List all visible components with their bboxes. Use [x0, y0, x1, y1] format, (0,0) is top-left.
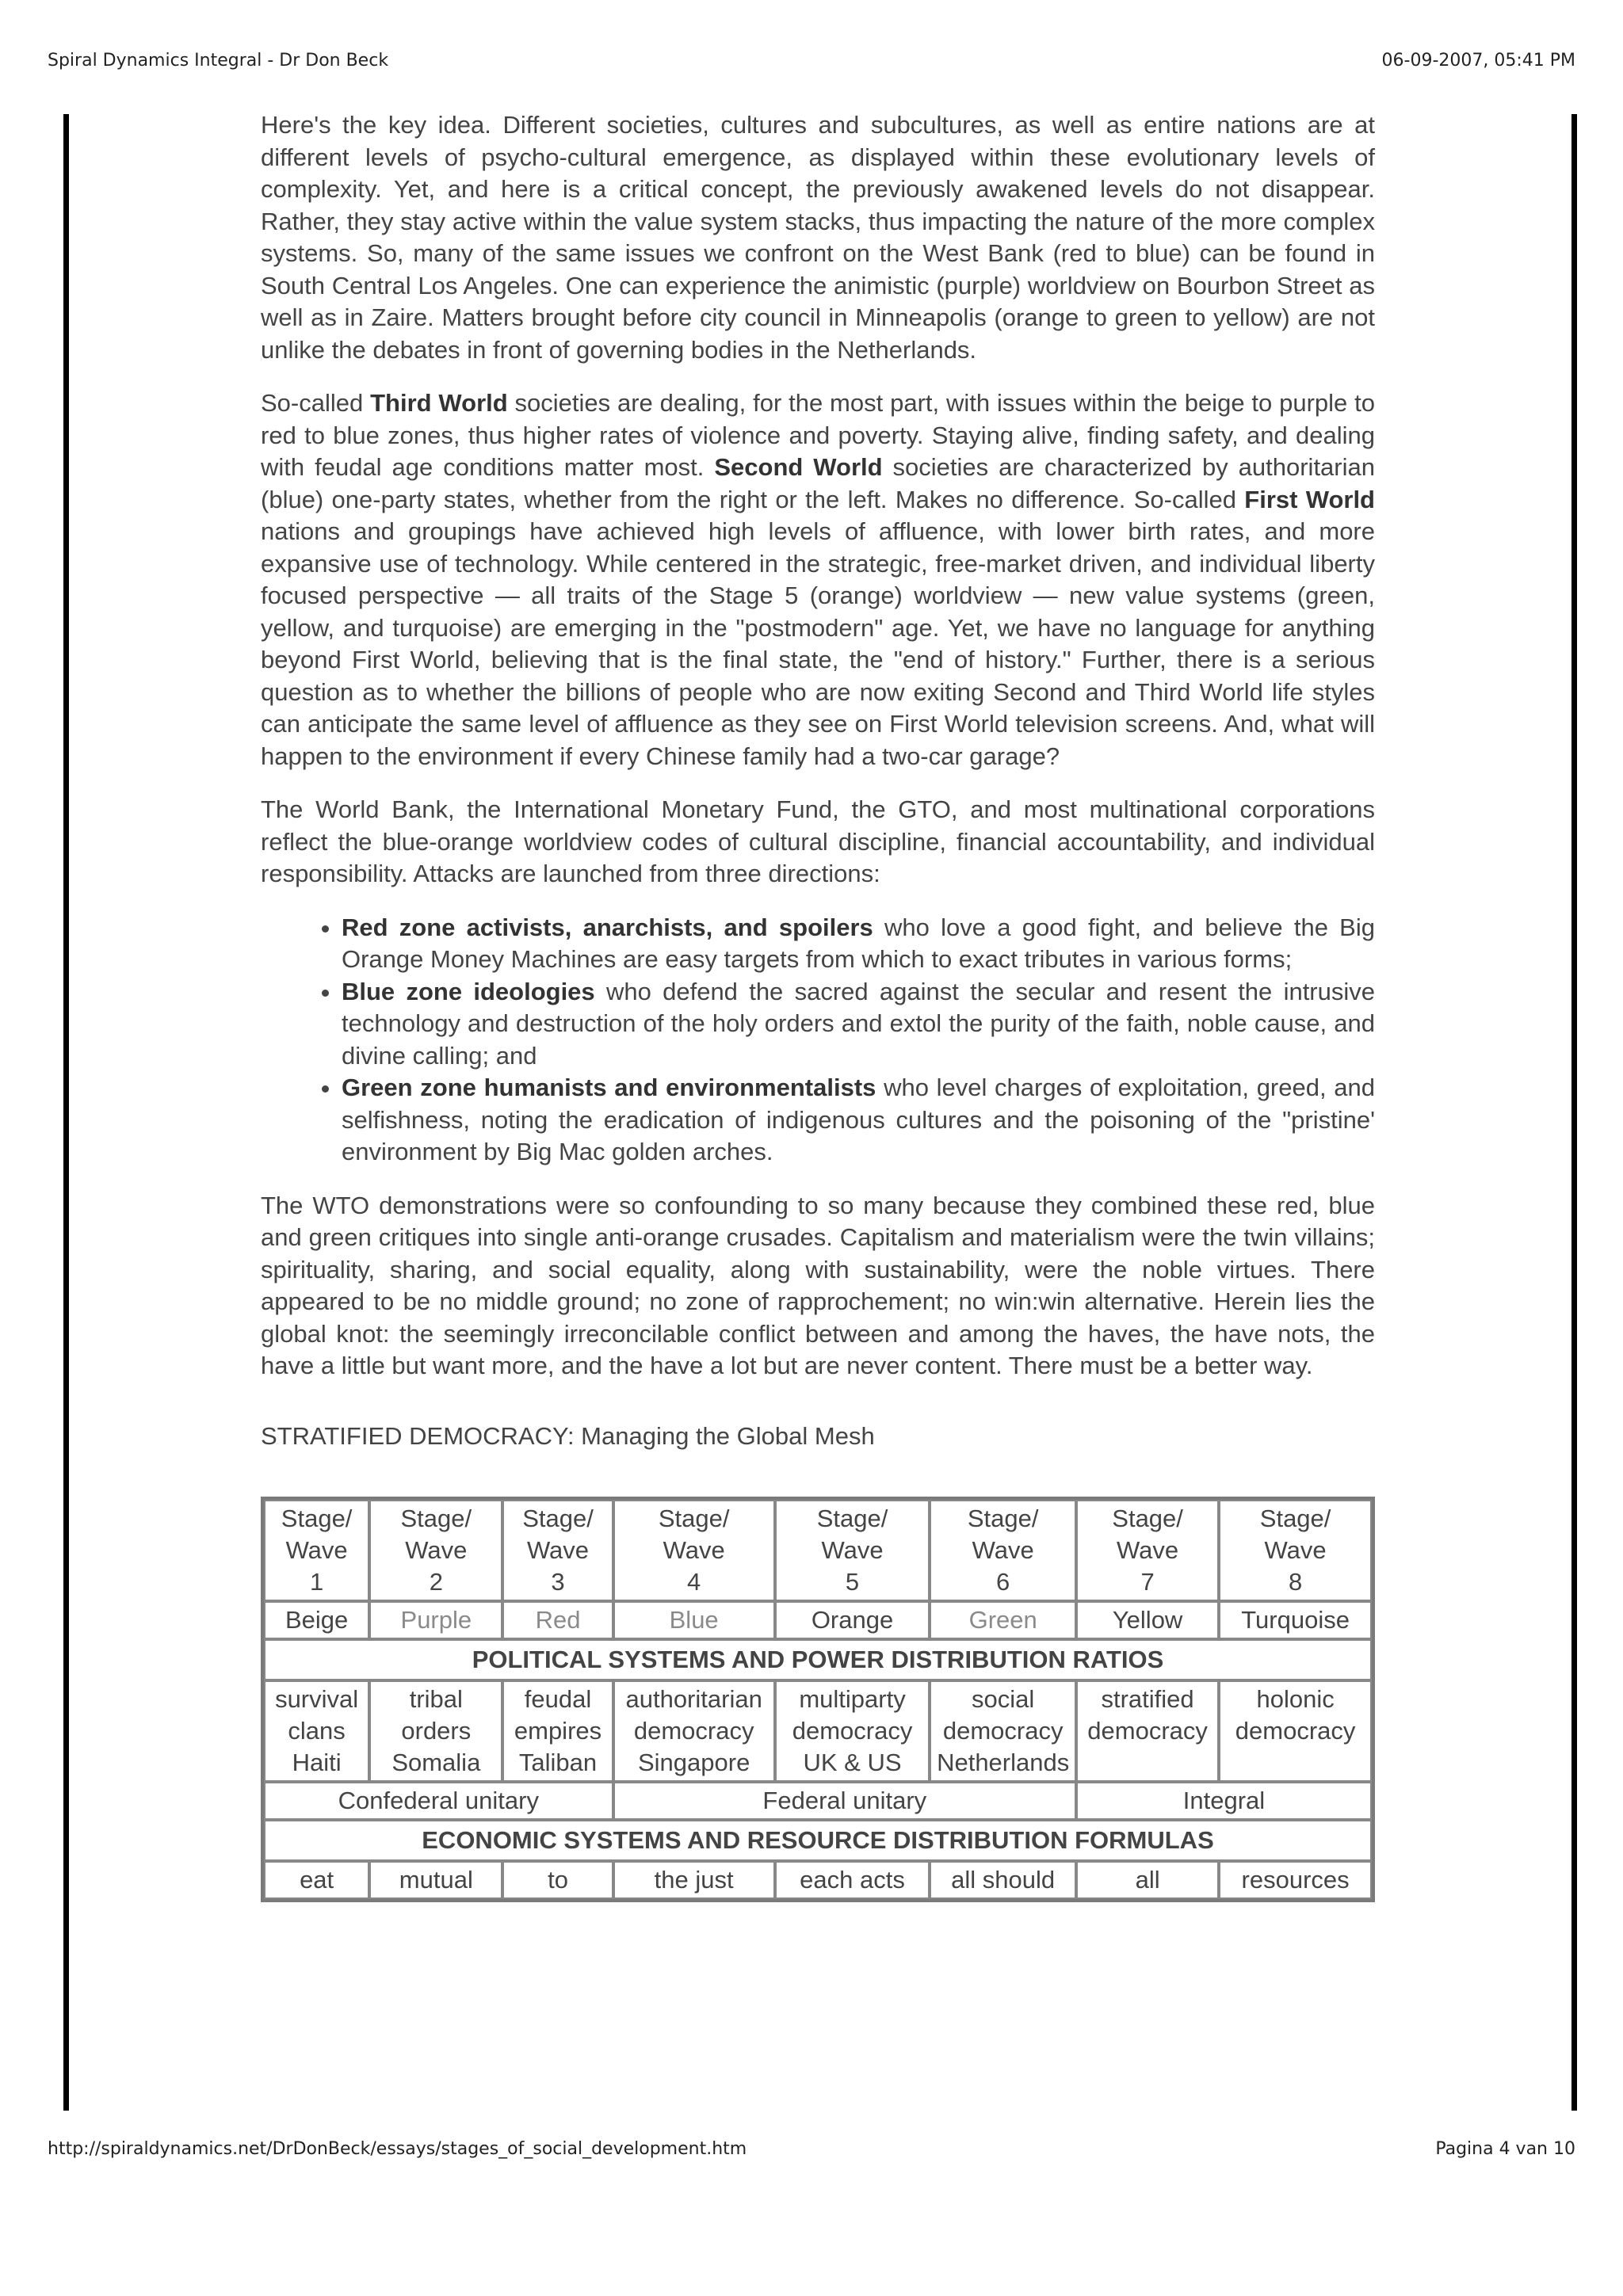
economic-cell: to	[502, 1861, 613, 1899]
paragraph-world-bank: The World Bank, the International Monetary Fund, the GTO, and most multinational corporations reflect the blue-orange worldview codes of cultural discipline, financial accountability, and individual responsibility. Attacks are launched from three directions:	[261, 795, 1375, 887]
political-cell: holonic democracy	[1219, 1680, 1372, 1782]
paragraph-wto: The WTO demonstrations were so confounding to so many because they combined these red, blue and green critiques into single anti-orange crusades. Capitalism and materialism were the twin villains; spirituality, sharing, and social equality, along with sustainability, were the noble virtues. There appeared to be no middle ground; no zone of rapprochement; no win:win alternative. Herein lies the global knot: the seemingly irreconcilable conflict between and among the haves, the have nots, the have a little but want more, and the have a lot but are never content. There must be a better way.	[261, 1191, 1375, 1379]
paragraph-key-idea: Here's the key idea. Different societies, cultures and subcultures, as well as entire nations are at different levels of psycho-cultural emergence, as displayed within these evolutionary levels of complexity. Yet, and here is a critical concept, the previously awakened levels do not disappear. Rather, they stay active within the value system stacks, thus impacting the nature of the more complex systems. So, many of the same issues we confront on the West Bank (red to blue) can be found in South Central Los Angeles. One can experience the animistic (purple) worldview on Bourbon Street as well as in Zaire. Matters brought before city council in Minneapolis (orange to green to yellow) are not unlike the debates in front of governing bodies in the Netherlands.	[261, 111, 1375, 364]
economic-cell: each acts	[775, 1861, 930, 1899]
political-cell: social democracy Netherlands	[930, 1680, 1076, 1782]
term-first-world: First World	[1244, 485, 1375, 513]
table-row	[264, 1861, 1372, 1899]
left-border-rule	[63, 114, 69, 2111]
stage-cell: Stage/ Wave 3	[502, 1500, 613, 1601]
paragraph-worlds: So-called Third World societies are dealing, for the most part, with issues within the beige to purple to red to blue zones, thus higher rates of violence and poverty. Staying alive, finding safety, and dealing with feudal age conditions matter most. Second World societies are characterized by authoritarian (blue) one-party states, whether from the right or the left. Makes no difference. So-called First World nations and groupings have achieved high levels of affluence, with lower birth rates, and more expansive use of technology. While centered in the strategic, free-market driven, and individual liberty focused perspective — all traits of the Stage 5 (orange) worldview — new value systems (green, yellow, and turquoise) are emerging in the "postmodern" age. Yet, we have no language for anything beyond First World, believing that is the final state, the "end of history." Further, there is a serious question as to whether the billions of people who are now exiting Second and Third World life styles can anticipate the same level of affluence as they see on First World television screens. And, what will happen to the environment if every Chinese family had a two-car garage?	[261, 389, 1375, 770]
section-title: STRATIFIED DEMOCRACY: Managing the Global Mesh	[261, 1421, 875, 1450]
stage-cell: Stage/ Wave 8	[1219, 1500, 1372, 1601]
stage-cell: Stage/ Wave 1	[264, 1500, 369, 1601]
economic-cell: eat	[264, 1861, 369, 1899]
economic-cell: mutual	[369, 1861, 502, 1899]
attack-list	[261, 912, 1375, 1169]
economic-cell: the just	[613, 1861, 775, 1899]
economic-section-header: ECONOMIC SYSTEMS AND RESOURCE DISTRIBUTION FORMULAS	[264, 1820, 1372, 1861]
document-title: Spiral Dynamics Integral - Dr Don Beck	[48, 51, 389, 71]
stage-cell: Stage/ Wave 2	[369, 1500, 502, 1601]
list-item: • Red zone activists, anarchists, and spoilers who love a good fight, and believe the Big Orange Money Machines are easy targets from which to exact tributes in various forms;	[342, 912, 1375, 976]
right-border-rule	[1571, 114, 1577, 2111]
stage-cell: Stage/ Wave 6	[930, 1500, 1076, 1601]
color-cell: Red	[502, 1601, 613, 1639]
table-row	[264, 1820, 1372, 1861]
table-row	[264, 1639, 1372, 1680]
print-timestamp: 06-09-2007, 05:41 PM	[1381, 51, 1575, 71]
political-cell: survival clans Haiti	[264, 1680, 369, 1782]
color-cell: Yellow	[1076, 1601, 1219, 1639]
stage-cell: Stage/ Wave 4	[613, 1500, 775, 1601]
political-cell: feudal empires Taliban	[502, 1680, 613, 1782]
stratified-democracy-table	[261, 1497, 1375, 1902]
source-url: http://spiraldynamics.net/DrDonBeck/essays/stages_of_social_development.htm	[48, 2139, 747, 2159]
color-cell: Purple	[369, 1601, 502, 1639]
political-cell: tribal orders Somalia	[369, 1680, 502, 1782]
table-row	[264, 1500, 1372, 1601]
economic-cell: all should	[930, 1861, 1076, 1899]
table-row	[264, 1601, 1372, 1639]
structure-cell: Federal unitary	[613, 1782, 1076, 1820]
stage-cell: Stage/ Wave 5	[775, 1500, 930, 1601]
term-second-world: Second World	[714, 453, 883, 481]
print-header	[48, 51, 1575, 71]
list-item: • Green zone humanists and environmentalists who level charges of exploitation, greed, and selfishness, noting the eradication of indigenous cultures and the poisoning of the "pristine' environment by Big Mac golden arches.	[342, 1072, 1375, 1169]
political-cell: stratified democracy	[1076, 1680, 1219, 1782]
color-cell: Turquoise	[1219, 1601, 1372, 1639]
political-section-header: POLITICAL SYSTEMS AND POWER DISTRIBUTION RATIOS	[264, 1639, 1372, 1680]
color-cell: Beige	[264, 1601, 369, 1639]
political-cell: authoritarian democracy Singapore	[613, 1680, 775, 1782]
page-number: Pagina 4 van 10	[1435, 2139, 1575, 2159]
color-cell: Orange	[775, 1601, 930, 1639]
list-item: • Blue zone ideologies who defend the sacred against the secular and resent the intrusive technology and destruction of the holy orders and extol the purity of the faith, noble cause, and divine calling; and	[342, 976, 1375, 1073]
stage-cell: Stage/ Wave 7	[1076, 1500, 1219, 1601]
political-cell: multiparty democracy UK & US	[775, 1680, 930, 1782]
term-third-world: Third World	[370, 389, 508, 417]
color-cell: Blue	[613, 1601, 775, 1639]
structure-cell: Integral	[1076, 1782, 1372, 1820]
economic-cell: resources	[1219, 1861, 1372, 1899]
structure-cell: Confederal unitary	[264, 1782, 613, 1820]
economic-cell: all	[1076, 1861, 1219, 1899]
article-body	[261, 109, 1375, 1902]
print-footer	[48, 2139, 1575, 2159]
color-cell: Green	[930, 1601, 1076, 1639]
table-row	[264, 1680, 1372, 1782]
table-row	[264, 1782, 1372, 1820]
